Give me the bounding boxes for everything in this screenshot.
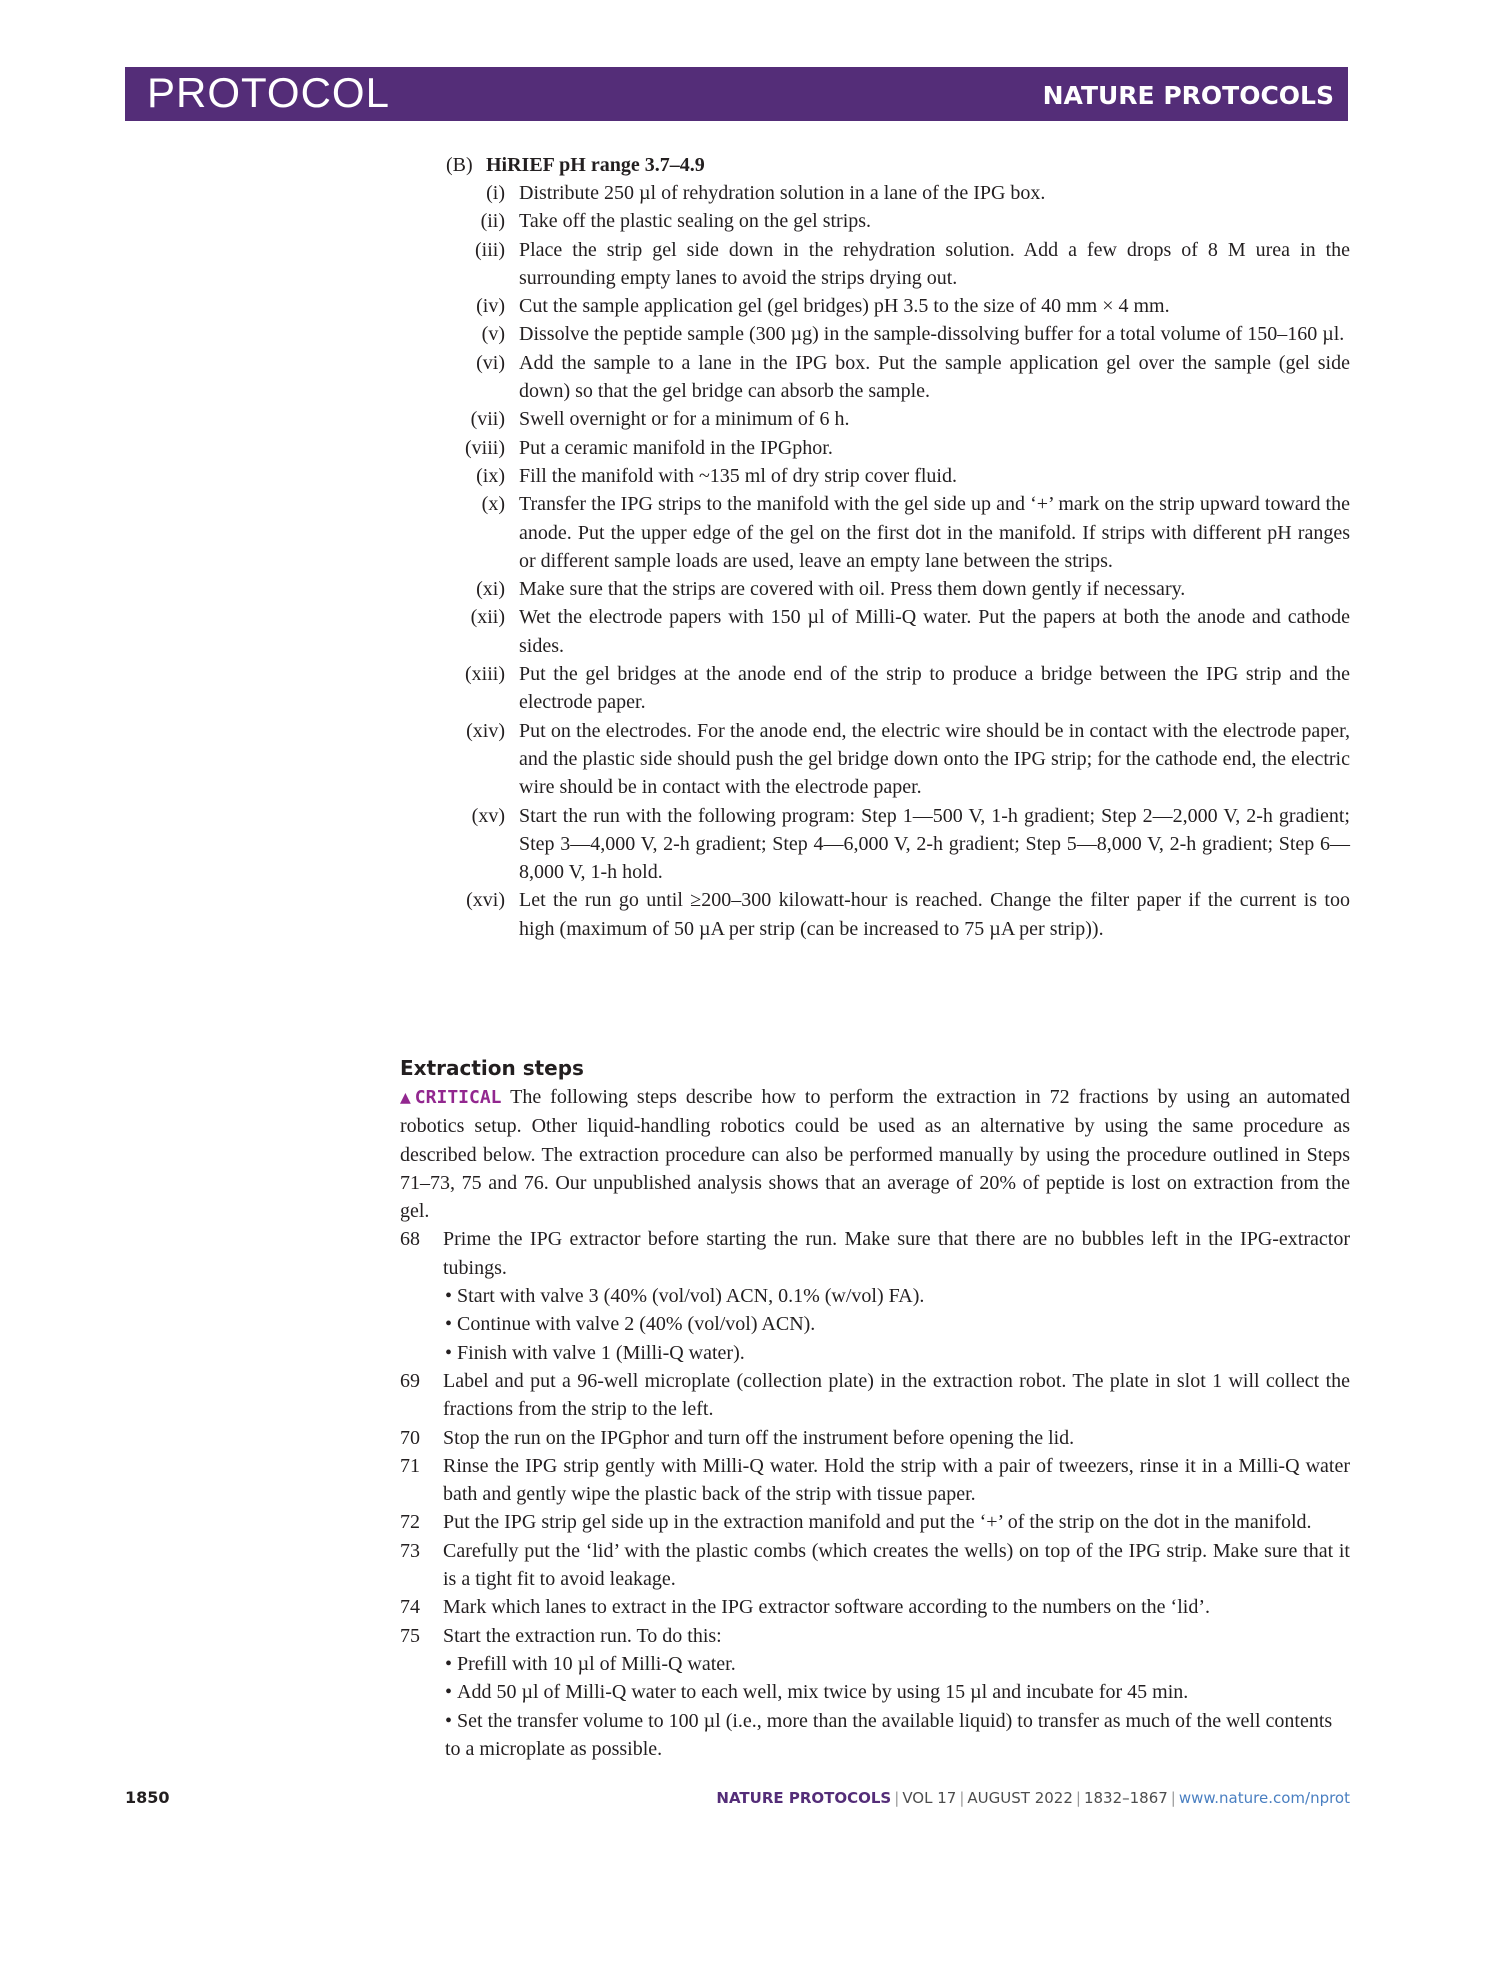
section-b-item (443, 575, 1350, 603)
section-b-item (443, 179, 1350, 207)
procedure-step (400, 1424, 1350, 1452)
item-text: Swell overnight or for a minimum of 6 h. (519, 408, 850, 431)
section-b-title: (B) HiRIEF pH range 3.7–4.9 (446, 154, 705, 176)
bullet-dot-icon: • (445, 1652, 453, 1675)
item-text: Distribute 250 µl of rehydration solution in a lane of the IPG box. (519, 182, 1046, 204)
step-text: Put the IPG strip gel side up in the extraction manifold and put the ‘+’ of the strip on the dot in the manifold. (443, 1511, 1312, 1534)
item-text: Put on the electrodes. For the anode end, the electric wire should be in contact with the electrode paper, and the plastic side should push the gel bridge down onto the IPG strip; for the cathode end, the electric wire should be in contact with the electrode paper. (519, 719, 1350, 799)
section-b-item (443, 207, 1350, 235)
step-number: 74 (400, 1596, 420, 1619)
item-roman-numeral: (xiii) (465, 663, 505, 686)
section-b (443, 151, 1350, 943)
procedure-step (400, 1367, 1350, 1424)
section-b-list (443, 179, 1350, 943)
footer-citation: NATURE PROTOCOLS | VOL 17 | AUGUST 2022 | 1832–1867 | www.nature.com/nprot (716, 1789, 1350, 1807)
footer-date: AUGUST 2022 (967, 1789, 1073, 1807)
critical-label: ▲CRITICAL (400, 1087, 502, 1108)
footer-volume: VOL 17 (902, 1789, 957, 1807)
section-b-item (443, 292, 1350, 320)
section-type-label: PROTOCOL (147, 69, 390, 116)
section-b-item (443, 405, 1350, 433)
step-number: 72 (400, 1511, 420, 1534)
section-b-item (443, 462, 1350, 490)
item-text: Put a ceramic manifold in the IPGphor. (519, 436, 833, 459)
bullet-text: Add 50 µl of Milli-Q water to each well, mix twice by using 15 µl and incubate for 45 min. (457, 1681, 1189, 1704)
procedure-step (400, 1593, 1350, 1621)
step-bullet (445, 1678, 1350, 1706)
item-text: Dissolve the peptide sample (300 µg) in the sample-dissolving buffer for a total volume of 150–160 µl. (519, 323, 1345, 346)
step-number: 73 (400, 1539, 420, 1562)
critical-paragraph (400, 1083, 1350, 1225)
item-text: Fill the manifold with ~135 ml of dry strip cover fluid. (519, 464, 957, 487)
item-roman-numeral: (ix) (476, 464, 505, 487)
item-roman-numeral: (xiv) (466, 719, 505, 742)
item-roman-numeral: (vi) (476, 351, 505, 374)
item-roman-numeral: (xi) (476, 578, 505, 601)
step-text: Prime the IPG extractor before starting the run. Make sure that there are no bubbles left in the IPG-extractor tubings. (443, 1228, 1350, 1279)
header-banner (125, 67, 1348, 121)
step-text: Label and put a 96-well microplate (collection plate) in the extraction robot. The plate in slot 1 will collect the fractions from the strip to the left. (443, 1369, 1350, 1421)
step-text: Start the extraction run. To do this: (443, 1624, 722, 1647)
item-roman-numeral: (iv) (476, 295, 505, 318)
item-roman-numeral: (xv) (471, 804, 505, 827)
extraction-heading: Extraction steps (400, 1056, 584, 1080)
section-b-item (443, 717, 1350, 802)
item-text: Cut the sample application gel (gel bridges) pH 3.5 to the size of 40 mm × 4 mm. (519, 295, 1170, 318)
item-text: Make sure that the strips are covered with oil. Press them down gently if necessary. (519, 578, 1186, 601)
bullet-dot-icon: • (445, 1341, 453, 1364)
section-b-item (443, 660, 1350, 717)
page-number: 1850 (125, 1788, 170, 1807)
section-b-item (443, 603, 1350, 660)
bullet-dot-icon: • (445, 1285, 453, 1308)
footer-url-link[interactable]: www.nature.com/nprot (1178, 1789, 1350, 1807)
journal-name-header: NATURE PROTOCOLS (1042, 81, 1334, 110)
step-text: Rinse the IPG strip gently with Milli-Q water. Hold the strip with a pair of tweezers, rinse it in a Milli-Q water bath and gently wipe the plastic back of the strip with tissue paper. (443, 1454, 1350, 1506)
step-number: 70 (400, 1426, 420, 1449)
item-roman-numeral: (i) (486, 182, 505, 204)
item-roman-numeral: (viii) (465, 436, 505, 459)
bullet-text: Start with valve 3 (40% (vol/vol) ACN, 0.1% (w/vol) FA). (457, 1285, 925, 1308)
item-text: Put the gel bridges at the anode end of the strip to produce a bridge between the IPG strip and the electrode paper. (519, 663, 1350, 714)
item-roman-numeral: (x) (481, 493, 505, 516)
section-b-item (443, 490, 1350, 575)
footer-pages: 1832–1867 (1083, 1789, 1168, 1807)
section-b-item (443, 802, 1350, 887)
bullet-dot-icon: • (445, 1709, 453, 1732)
critical-text: The following steps describe how to perform the extraction in 72 fractions by using an automated robotics setup. Other liquid-handling robotics could be used as an alternative by using the same procedure as described below. The extraction procedure can also be performed manually by using the procedure outlined in Steps 71–73, 75 and 76. Our unpublished analysis shows that an average of 20% of peptide is lost on extraction from the gel. (400, 1086, 1350, 1223)
bullet-text: Prefill with 10 µl of Milli-Q water. (457, 1652, 736, 1675)
step-bullet (445, 1310, 1350, 1338)
item-roman-numeral: (vii) (470, 408, 505, 431)
step-bullet (445, 1282, 1350, 1310)
step-bullet (445, 1707, 1350, 1764)
procedure-step (400, 1508, 1350, 1536)
step-number: 71 (400, 1454, 420, 1477)
section-b-item (443, 349, 1350, 406)
section-b-item (443, 434, 1350, 462)
item-text: Take off the plastic sealing on the gel strips. (519, 210, 872, 233)
bullet-dot-icon: • (445, 1313, 453, 1336)
step-number: 75 (400, 1624, 420, 1647)
footer-journal: NATURE PROTOCOLS (716, 1789, 892, 1807)
item-roman-numeral: (xii) (470, 606, 505, 629)
item-roman-numeral: (ii) (480, 210, 505, 233)
bullet-dot-icon: • (445, 1681, 453, 1704)
section-b-item (443, 886, 1350, 943)
section-b-item (443, 236, 1350, 293)
step-text: Mark which lanes to extract in the IPG extractor software according to the numbers on the ‘lid’. (443, 1596, 1210, 1619)
step-number: 69 (400, 1369, 420, 1392)
procedure-step (400, 1225, 1350, 1282)
steps-list (400, 1225, 1350, 1763)
item-roman-numeral: (iii) (475, 238, 505, 261)
item-roman-numeral: (xvi) (466, 889, 505, 912)
bullet-text: Set the transfer volume to 100 µl (i.e., more than the available liquid) to transfer as much of the well contents to a microplate as possible. (445, 1709, 1333, 1760)
item-roman-numeral: (v) (481, 323, 505, 346)
procedure-step (400, 1452, 1350, 1509)
extraction-section (400, 1054, 1350, 1763)
item-text: Start the run with the following program: Step 1—500 V, 1-h gradient; Step 2—2,000 V, 2-h gradient; Step 3—4,000 V, 2-h gradient; Step 4—6,000 V, 2-h gradient; Step 5—8,000 V, 2-h gradient; Step 6—8,000 V, 1-h hold. (519, 804, 1350, 884)
step-text: Carefully put the ‘lid’ with the plastic combs (which creates the wells) on top of the IPG strip. Make sure that it is a tight fit to avoid leakage. (443, 1539, 1350, 1591)
item-text: Add the sample to a lane in the IPG box. Put the sample application gel over the sample (gel side down) so that the gel bridge can absorb the sample. (519, 351, 1350, 403)
bullet-text: Continue with valve 2 (40% (vol/vol) ACN). (457, 1313, 816, 1336)
procedure-step (400, 1537, 1350, 1594)
item-text: Wet the electrode papers with 150 µl of Milli-Q water. Put the papers at both the anode and cathode sides. (519, 606, 1350, 657)
step-text: Stop the run on the IPGphor and turn off the instrument before opening the lid. (443, 1426, 1075, 1449)
item-text: Place the strip gel side down in the rehydration solution. Add a few drops of 8 M urea in the surrounding empty lanes to avoid the strips drying out. (519, 238, 1350, 289)
bullet-text: Finish with valve 1 (Milli-Q water). (457, 1341, 745, 1364)
step-bullet (445, 1339, 1350, 1367)
step-number: 68 (400, 1228, 420, 1251)
procedure-step (400, 1622, 1350, 1650)
section-b-item (443, 320, 1350, 348)
step-bullet (445, 1650, 1350, 1678)
item-text: Let the run go until ≥200–300 kilowatt-hour is reached. Change the filter paper if the current is too high (maximum of 50 µA per strip (can be increased to 75 µA per strip)). (519, 889, 1350, 940)
item-text: Transfer the IPG strips to the manifold with the gel side up and ‘+’ mark on the strip upward toward the anode. Put the upper edge of the gel on the first dot in the manifold. If strips with different pH ranges or different sample loads are used, leave an empty lane between the strips. (519, 493, 1350, 572)
